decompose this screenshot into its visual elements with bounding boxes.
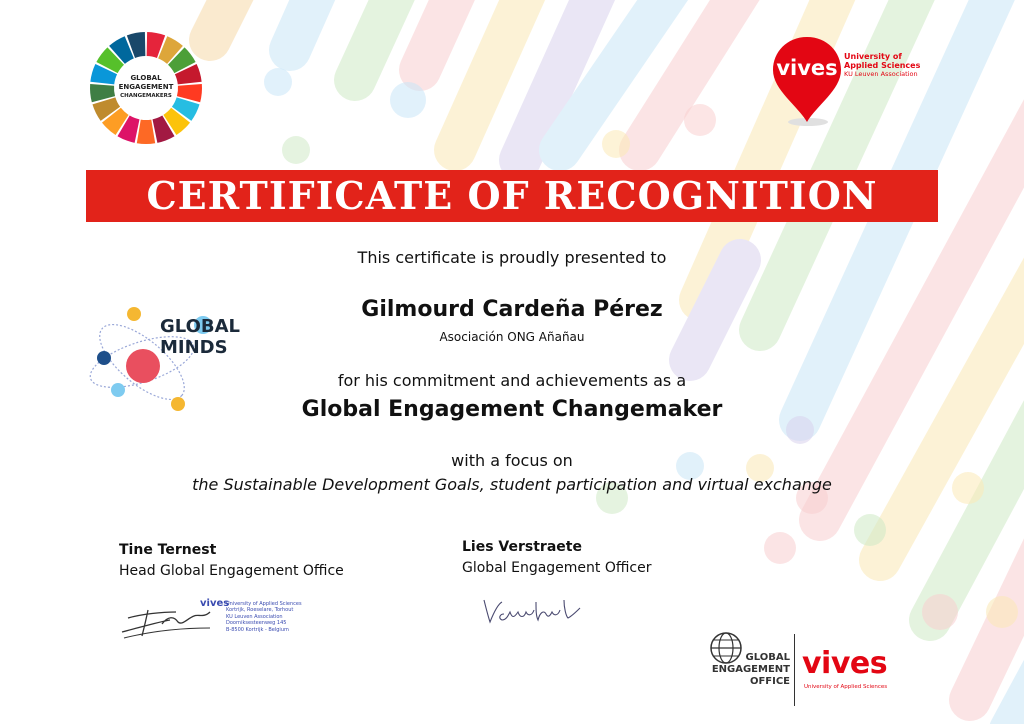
focus-text: the Sustainable Development Goals, student participation and virtual exchange (192, 475, 832, 494)
certificate-title: CERTIFICATE OF RECOGNITION (146, 173, 878, 218)
global-engagement-office-logo (690, 612, 902, 716)
office-vives-brand: vives (802, 646, 888, 681)
stamp-line-2: Kortrijk, Roeselare, Torhout (226, 607, 294, 614)
vives-brand: vives (776, 56, 838, 80)
vives-line1: University of (844, 52, 902, 61)
award-title: Global Engagement Changemaker (301, 397, 723, 422)
vives-logo (770, 34, 920, 130)
stamp-line-1: University of Applied Sciences (226, 601, 302, 607)
global-minds-line1: GLOBAL (160, 316, 241, 337)
sdg-logo-line3: CHANGEMAKERS (120, 93, 172, 99)
vives-line3: KU Leuven Association (844, 70, 918, 78)
global-minds-line2: MINDS (160, 337, 228, 358)
sdg-wheel-segment (137, 120, 155, 144)
vives-line2: Applied Sciences (844, 61, 921, 70)
office-line3: OFFICE (749, 676, 790, 687)
signatory-name-2: Lies Verstraete (462, 539, 582, 555)
signature-2 (480, 594, 584, 628)
office-vives-tagline: University of Applied Sciences (804, 684, 888, 690)
commitment-text: for his commitment and achievements as a (337, 371, 687, 390)
sdg-logo-line2: ENGAGEMENT (118, 83, 174, 91)
stamp-line-3: KU Leuven Association (226, 613, 283, 620)
signatory-role-2: Global Engagement Officer (462, 560, 652, 576)
sdg-logo-line1: GLOBAL (130, 74, 162, 82)
sdg-changemakers-logo (88, 30, 204, 146)
stamp-line-4: Doorniksesteenweg 145 (226, 620, 287, 627)
office-divider (794, 634, 795, 706)
office-line1: GLOBAL (745, 652, 790, 663)
vives-map-pin-icon (770, 34, 844, 130)
university-stamp (200, 598, 312, 642)
recipient-name: Gilmourd Cardeña Pérez (361, 297, 663, 322)
stamp-brand: vives (200, 598, 230, 609)
stamp-line-5: B-8500 Kortrijk - Belgium (226, 626, 289, 633)
signatory-name-1: Tine Ternest (119, 542, 217, 558)
focus-intro: with a focus on (451, 451, 573, 470)
presented-text: This certificate is proudly presented to (357, 248, 667, 267)
office-line2: ENGAGEMENT (711, 664, 790, 675)
signatory-role-1: Head Global Engagement Office (119, 563, 344, 579)
recipient-organization: Asociación ONG Añañau (439, 330, 585, 344)
title-banner (86, 170, 938, 222)
